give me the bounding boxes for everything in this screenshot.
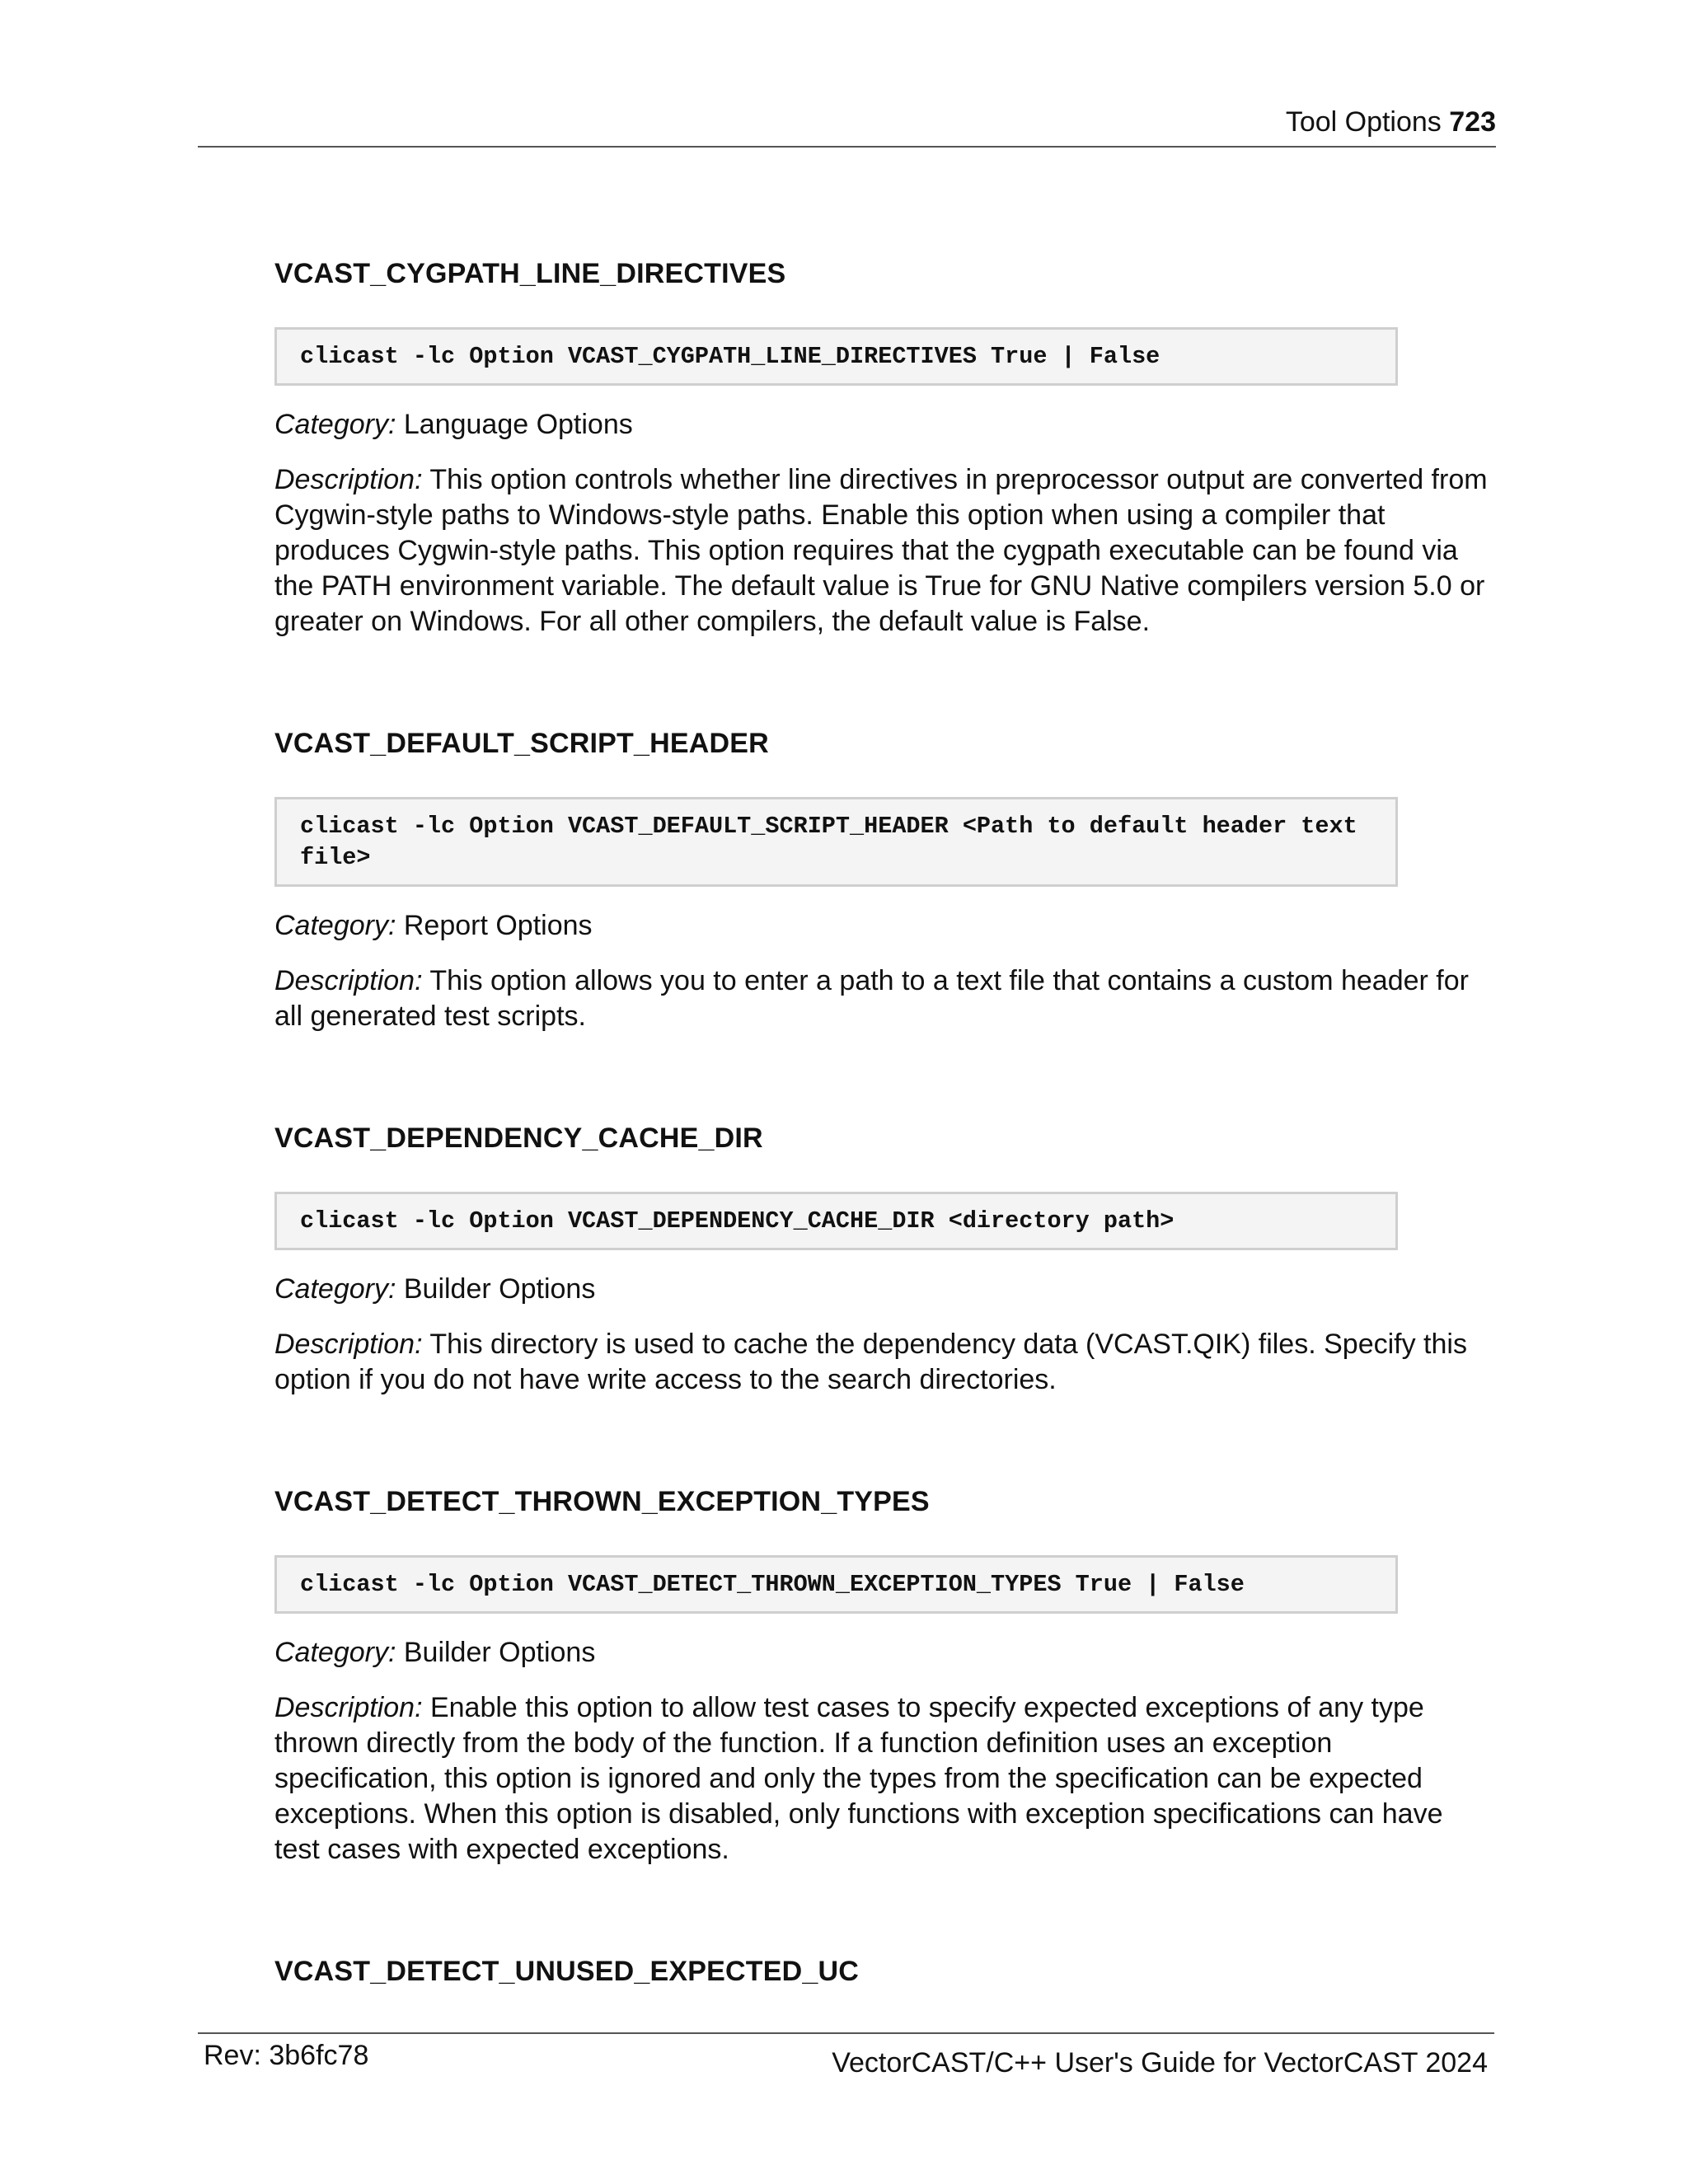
option-title: VCAST_DETECT_THROWN_EXCEPTION_TYPES	[274, 1486, 930, 1517]
description-label: Description:	[274, 1692, 423, 1723]
description-paragraph	[274, 963, 1494, 1034]
page-content	[274, 257, 1494, 2025]
header-divider	[198, 146, 1496, 148]
description-label: Description:	[274, 965, 423, 996]
option-section-cygpath-line-directives	[274, 257, 1494, 640]
category-value: Builder Options	[403, 1273, 596, 1305]
option-title: VCAST_DETECT_UNUSED_EXPECTED_UC	[274, 1956, 860, 1987]
description-paragraph	[274, 462, 1494, 640]
description-text: This option controls whether line directives in preprocessor output are converted from Cygwin-style paths to Windows-style paths. Enable this option when using a compiler that produces Cygwin-style paths. This option requires that the cygpath executable can be found via the PATH environment variable. The default value is True for GNU Native compilers version 5.0 or greater on Windows. For all other compilers, the default value is False.	[274, 464, 1488, 637]
footer-guide-title: VectorCAST/C++ User's Guide for VectorCAST 2024	[832, 2047, 1488, 2079]
description-text: Enable this option to allow test cases to specify expected exceptions of any type thrown directly from the body of the function. If a function definition uses an exception specification, this option is ignored and only the types from the specification can be expected exceptions. When this option is disabled, only functions with exception specifications can have test cases with expected exceptions.	[274, 1692, 1443, 1865]
option-section-detect-unused-expected-uc	[274, 1955, 1494, 1988]
description-label: Description:	[274, 464, 423, 495]
option-section-detect-thrown-exception-types	[274, 1485, 1494, 1868]
description-paragraph	[274, 1327, 1494, 1398]
option-section-dependency-cache-dir	[274, 1122, 1494, 1398]
command-code-box: clicast -lc Option VCAST_CYGPATH_LINE_DIRECTIVES True | False	[274, 327, 1398, 386]
category-value: Language Options	[403, 409, 633, 440]
header-section-title: Tool Options	[1285, 106, 1442, 138]
command-code-box: clicast -lc Option VCAST_DEPENDENCY_CACHE_DIR <directory path>	[274, 1192, 1398, 1250]
command-code-box: clicast -lc Option VCAST_DEFAULT_SCRIPT_HEADER <Path to default header text file>	[274, 797, 1398, 887]
category-line	[274, 908, 1494, 944]
option-section-default-script-header	[274, 727, 1494, 1034]
command-code-box: clicast -lc Option VCAST_DETECT_THROWN_EXCEPTION_TYPES True | False	[274, 1555, 1398, 1614]
description-paragraph	[274, 1690, 1494, 1868]
category-label: Category:	[274, 1637, 396, 1668]
category-line	[274, 407, 1494, 443]
option-title: VCAST_CYGPATH_LINE_DIRECTIVES	[274, 258, 786, 289]
category-line	[274, 1635, 1494, 1671]
footer-divider	[198, 2032, 1494, 2034]
category-value: Builder Options	[403, 1637, 596, 1668]
header-page-number: 723	[1449, 106, 1496, 138]
category-value: Report Options	[403, 910, 593, 941]
description-text: This option allows you to enter a path to a text file that contains a custom header for all generated test scripts.	[274, 965, 1469, 1032]
category-label: Category:	[274, 409, 396, 440]
category-label: Category:	[274, 1273, 396, 1305]
option-title: VCAST_DEFAULT_SCRIPT_HEADER	[274, 728, 769, 759]
category-label: Category:	[274, 910, 396, 941]
footer-revision: Rev: 3b6fc78	[204, 2040, 369, 2071]
page-header	[198, 105, 1496, 138]
description-text: This directory is used to cache the dependency data (VCAST.QIK) files. Specify this option if you do not have write access to the search directories.	[274, 1329, 1467, 1395]
category-line	[274, 1272, 1494, 1307]
option-title: VCAST_DEPENDENCY_CACHE_DIR	[274, 1122, 763, 1154]
description-label: Description:	[274, 1329, 423, 1360]
